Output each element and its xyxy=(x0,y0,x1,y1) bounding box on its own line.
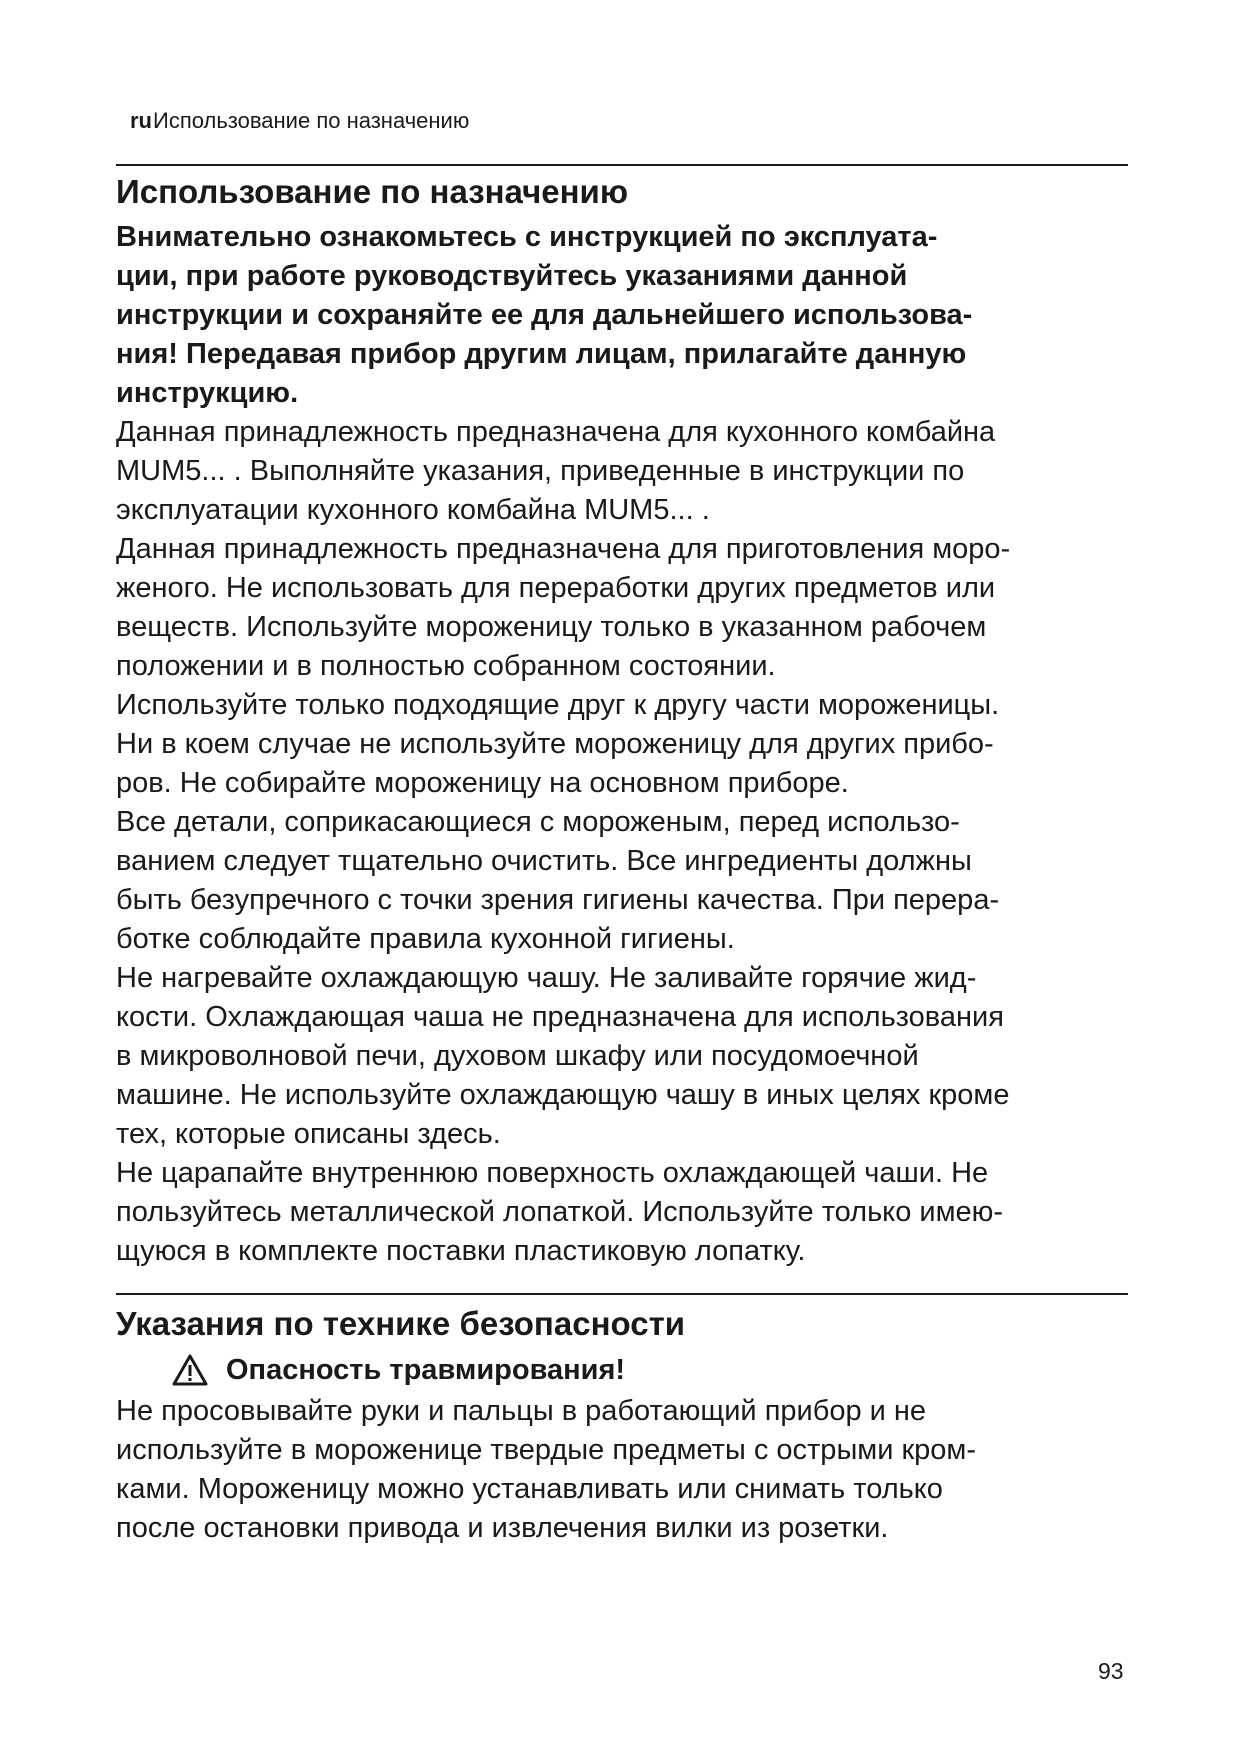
language-code: ru xyxy=(130,108,152,133)
section-divider-safety xyxy=(116,1293,1128,1295)
text-line: пользуйтесь металлической лопаткой. Используйте только имею- xyxy=(116,1196,1004,1228)
text-line: положении и в полностью собранном состоянии. xyxy=(116,650,776,682)
text-line: Не просовывайте руки и пальцы в работающий прибор и не xyxy=(116,1395,927,1427)
text-line: эксплуатации кухонного комбайна MUM5... . xyxy=(116,494,710,526)
paragraph-accessory-purpose xyxy=(116,413,1146,530)
lead-line: инструкции и сохраняйте ее для дальнейшего использова- xyxy=(116,299,973,331)
paragraph-ice-cream-use xyxy=(116,530,1146,686)
text-line: Не царапайте внутреннюю поверхность охлаждающей чаши. Не xyxy=(116,1157,989,1189)
text-line: MUM5... . Выполняйте указания, приведенные в инструкции по xyxy=(116,455,965,487)
section-safety xyxy=(116,1302,1146,1548)
text-line: веществ. Используйте мороженицу только в указанном рабочем xyxy=(116,611,987,643)
text-line: кости. Охлаждающая чаша не предназначена для использования xyxy=(116,1001,1004,1033)
paragraph-scraping xyxy=(116,1154,1146,1271)
page-number: 93 xyxy=(1098,1658,1124,1684)
text-line: Ни в коем случае не используйте мороженицу для других прибо- xyxy=(116,728,994,760)
section-intended-use xyxy=(116,170,1146,1271)
running-header-title: Использование по назначению xyxy=(153,108,470,133)
lead-line: ции, при работе руководствуйтесь указаниями данной xyxy=(116,260,908,292)
text-line: Данная принадлежность предназначена для приготовления моро- xyxy=(116,533,1011,565)
lead-paragraph xyxy=(116,218,1146,413)
text-line: Не нагревайте охлаждающую чашу. Не заливайте горячие жид- xyxy=(116,962,977,994)
text-line: ров. Не собирайте мороженицу на основном приборе. xyxy=(116,767,849,799)
paragraph-injury-hazard xyxy=(116,1392,1146,1548)
running-header xyxy=(130,108,469,134)
section-title-intended-use: Использование по назначению xyxy=(116,173,628,210)
paragraph-compatible-parts xyxy=(116,686,1146,803)
text-line: Используйте только подходящие друг к другу части мороженицы. xyxy=(116,689,1000,721)
section-title-safety: Указания по технике безопасности xyxy=(116,1305,686,1342)
text-line: после остановки привода и извлечения вилки из розетки. xyxy=(116,1512,889,1544)
warning-heading xyxy=(172,1350,1146,1390)
text-line: Все детали, соприкасающиеся с мороженым, перед использо- xyxy=(116,806,960,838)
text-line: ботке соблюдайте правила кухонной гигиены. xyxy=(116,923,735,955)
paragraph-cooling-bowl xyxy=(116,959,1146,1154)
lead-line: Внимательно ознакомьтесь с инструкцией по эксплуата- xyxy=(116,221,938,253)
lead-line: ния! Передавая прибор другим лицам, прилагайте данную xyxy=(116,338,967,370)
paragraph-hygiene xyxy=(116,803,1146,959)
warning-label: Опасность травмирования! xyxy=(226,1354,626,1386)
text-line: используйте в мороженице твердые предметы с острыми кром- xyxy=(116,1434,977,1466)
text-line: в микроволновой печи, духовом шкафу или посудомоечной xyxy=(116,1040,919,1072)
text-line: ками. Мороженицу можно устанавливать или снимать только xyxy=(116,1473,943,1505)
section-divider-top xyxy=(116,164,1128,166)
text-line: тех, которые описаны здесь. xyxy=(116,1118,501,1150)
text-line: щуюся в комплекте поставки пластиковую лопатку. xyxy=(116,1235,806,1267)
text-line: Данная принадлежность предназначена для кухонного комбайна xyxy=(116,416,996,448)
text-line: быть безупречного с точки зрения гигиены качества. При перера- xyxy=(116,884,1000,916)
text-line: женого. Не использовать для переработки других предметов или xyxy=(116,572,996,604)
lead-line: инструкцию. xyxy=(116,377,299,409)
text-line: машине. Не используйте охлаждающую чашу в иных целях кроме xyxy=(116,1079,1010,1111)
text-line: ванием следует тщательно очистить. Все ингредиенты должны xyxy=(116,845,972,877)
warning-triangle-icon xyxy=(172,1354,208,1386)
